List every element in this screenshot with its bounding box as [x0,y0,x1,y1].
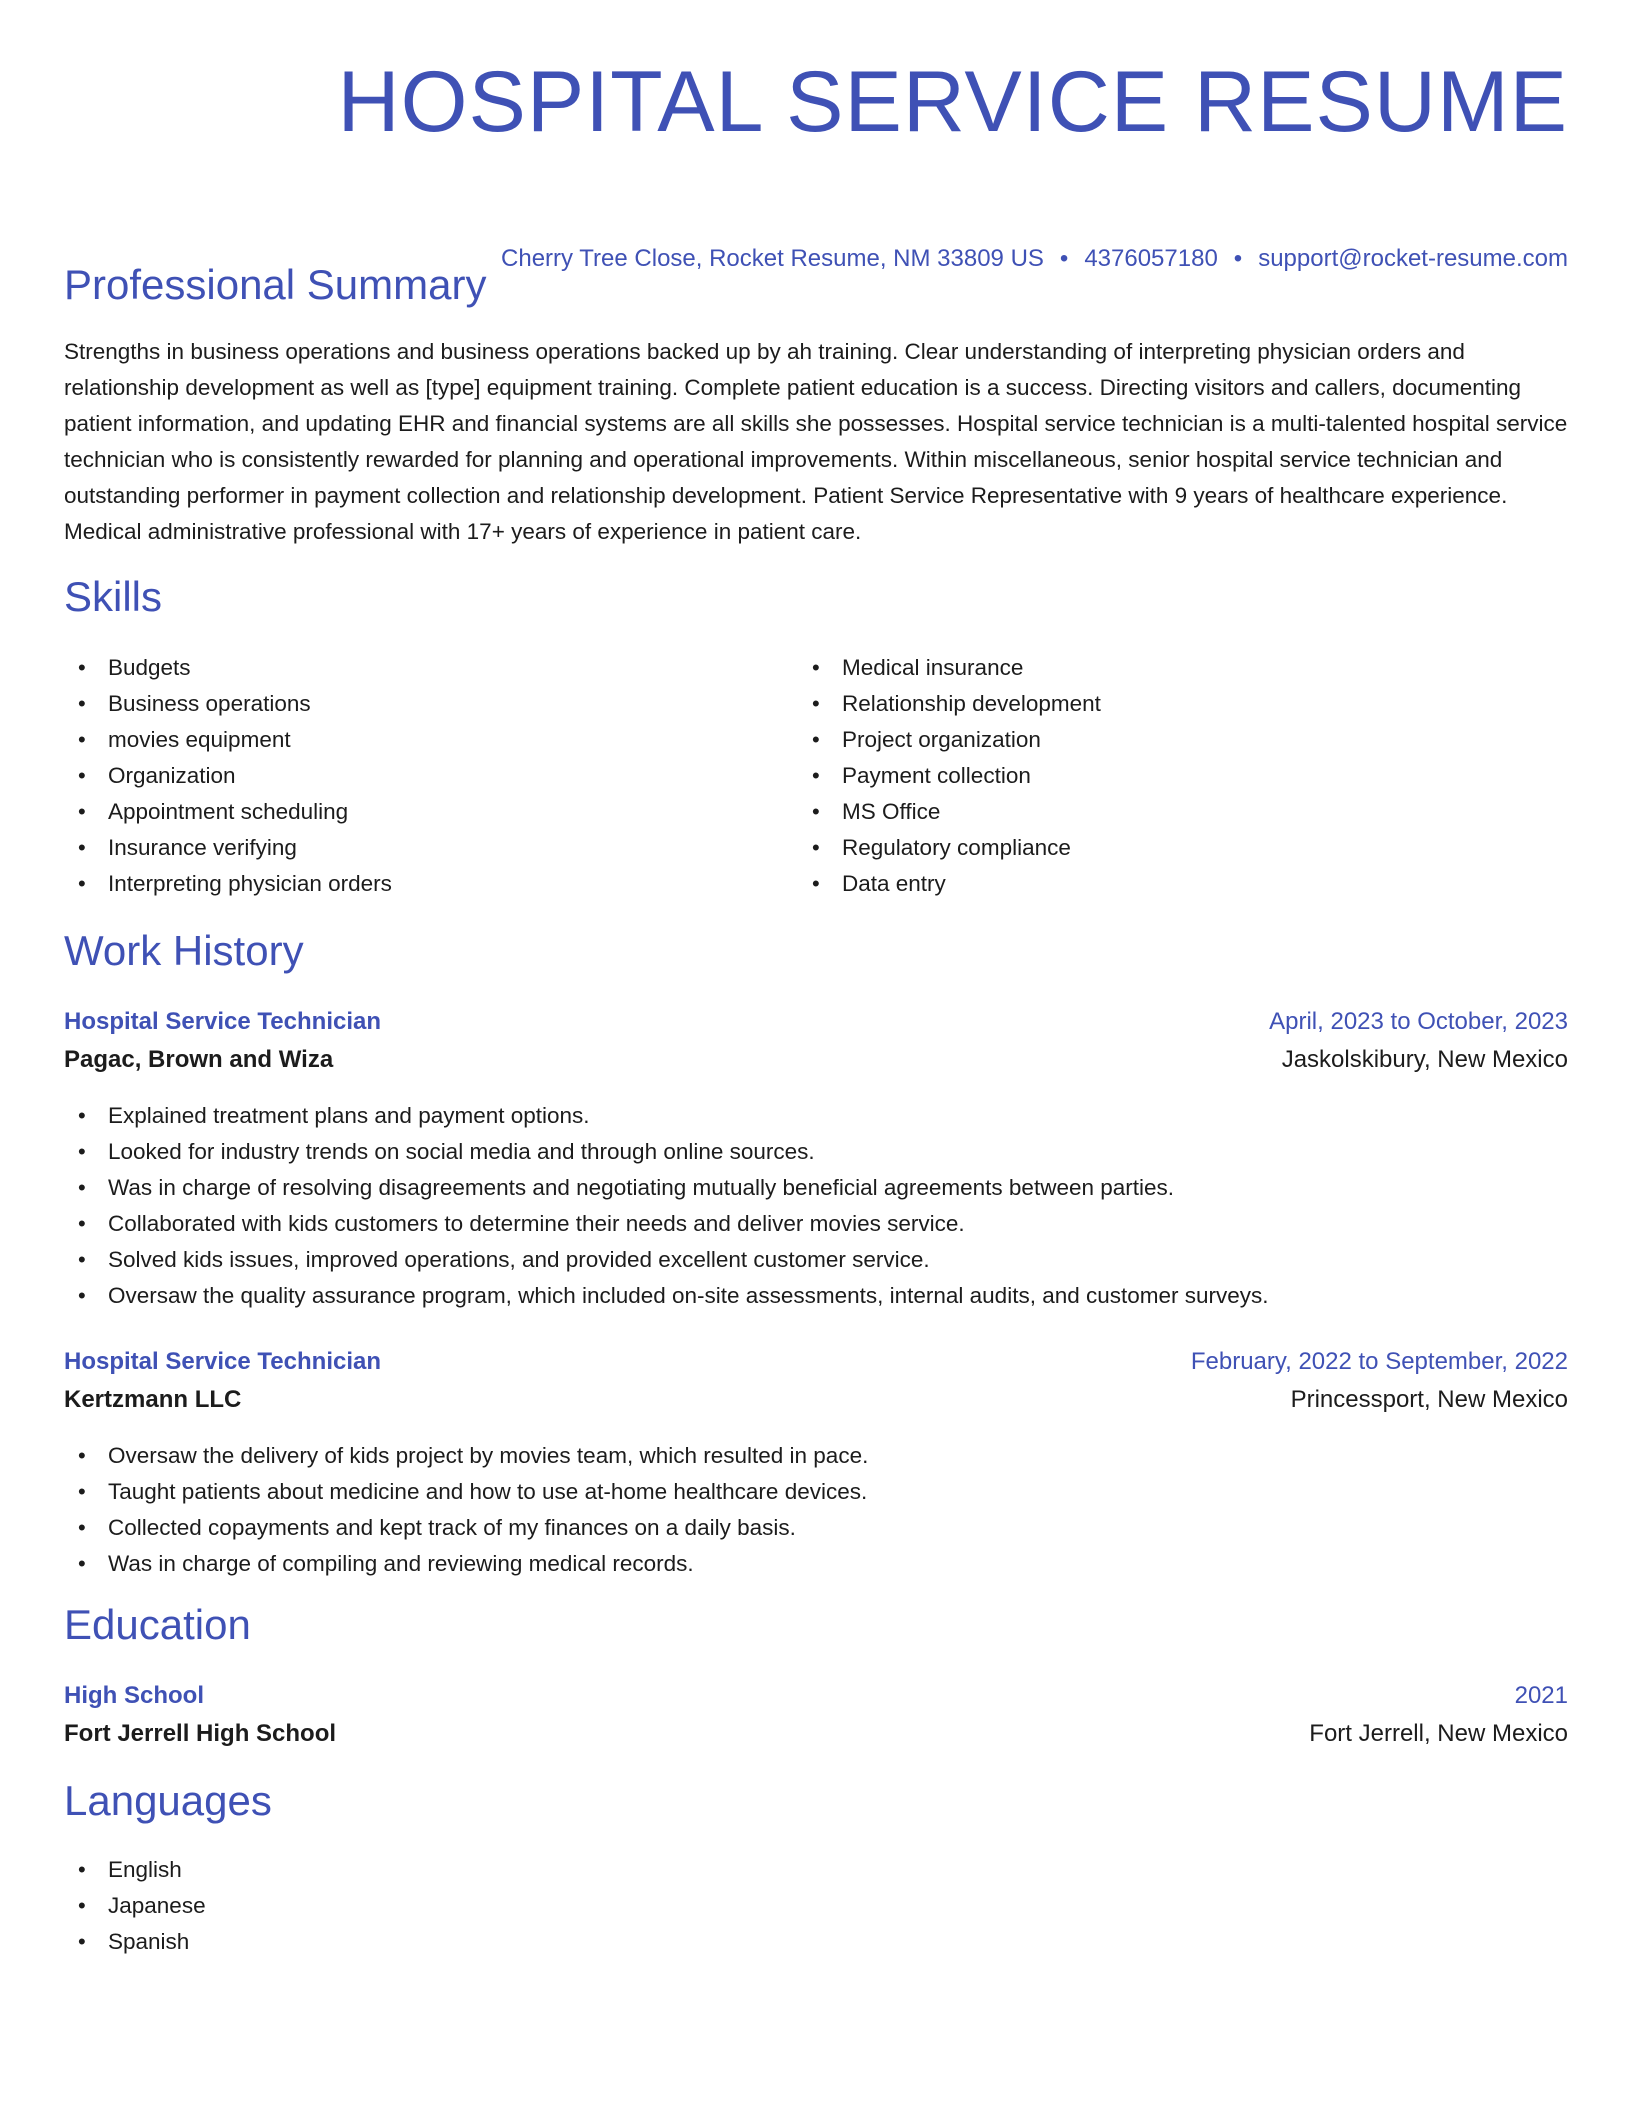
contact-phone: 4376057180 [1084,245,1218,272]
languages-list [64,1852,206,1960]
skill-item: • MS Office [798,794,1101,830]
job-title: Hospital Service Technician [64,1008,382,1035]
job-company: Pagac, Brown and Wiza [64,1046,334,1073]
contact-address: Cherry Tree Close, Rocket Resume, NM 33809 US [501,245,1044,272]
education-heading: Education [64,1601,251,1648]
education-school-row [64,1718,1568,1750]
skill-item: • Project organization [798,722,1101,758]
job-duties-list [64,1098,1269,1314]
contact-email[interactable]: support@rocket-resume.com [1258,245,1568,272]
job-duties-list [64,1438,868,1582]
skill-item: • Interpreting physician orders [64,866,392,902]
education-location: Fort Jerrell, New Mexico [1309,1720,1568,1747]
summary-heading: Professional Summary [64,261,487,308]
skill-item: • Appointment scheduling [64,794,392,830]
skill-item: • Insurance verifying [64,830,392,866]
skill-item: • Medical insurance [798,650,1101,686]
skills-list-right [798,650,1101,902]
job-duty: • Looked for industry trends on social media and through online sources. [64,1134,1269,1170]
job-duty: • Was in charge of compiling and reviewing medical records. [64,1546,868,1582]
education-school: Fort Jerrell High School [64,1720,337,1747]
job-duty: • Collected copayments and kept track of my finances on a daily basis. [64,1510,868,1546]
summary-text: Strengths in business operations and business operations backed up by ah training. Clear understanding of interpreting physician orders and relationship development as well as [type] equipment training. Complete patient education is a success. Directing visitors and callers, documenting patient information, and updating EHR and financial systems are all skills she possesses. Hospital service technician is a multi-talented hospital service technician who is consistently rewarded for planning and operational improvements. Within miscellaneous, senior hospital service technician and outstanding performer in payment collection and relationship development. Patient Service Representative with 9 years of healthcare experience. Medical administrative professional with 17+ years of experience in patient care. [64,339,1568,544]
skill-item: • Budgets [64,650,392,686]
job-duty: • Explained treatment plans and payment options. [64,1098,1269,1134]
job-duty: • Collaborated with kids customers to determine their needs and deliver movies service. [64,1206,1269,1242]
contact-separator: • [1233,245,1243,272]
resume-page [64,0,1568,1954]
job-title-row [64,1006,1568,1038]
job-duty: • Oversaw the quality assurance program, which included on-site assessments, internal audits, and customer surveys. [64,1278,1269,1314]
job-duty: • Solved kids issues, improved operations, and provided excellent customer service. [64,1242,1269,1278]
job-title: Hospital Service Technician [64,1348,382,1375]
skill-item: • Regulatory compliance [798,830,1101,866]
job-location: Princessport, New Mexico [1290,1386,1568,1413]
job-dates: February, 2022 to September, 2022 [1190,1348,1568,1375]
languages-heading: Languages [64,1777,272,1824]
language-item: • English [64,1852,206,1888]
contact-separator: • [1059,245,1069,272]
skill-item: • Organization [64,758,392,794]
resume-title: HOSPITAL SERVICE RESUME [337,54,1568,150]
education-degree: High School [64,1682,204,1709]
job-duty: • Was in charge of resolving disagreements and negotiating mutually beneficial agreements between parties. [64,1170,1269,1206]
skill-item: • Payment collection [798,758,1101,794]
job-title-row [64,1346,1568,1378]
job-duty: • Taught patients about medicine and how to use at-home healthcare devices. [64,1474,868,1510]
contact-line [501,244,1568,274]
language-item: • Spanish [64,1924,206,1960]
skill-item: • movies equipment [64,722,392,758]
job-duty: • Oversaw the delivery of kids project by movies team, which resulted in pace. [64,1438,868,1474]
job-company: Kertzmann LLC [64,1386,242,1413]
job-dates: April, 2023 to October, 2023 [1269,1008,1568,1035]
job-location: Jaskolskibury, New Mexico [1281,1046,1568,1073]
work-history-heading: Work History [64,927,304,974]
skill-item: • Data entry [798,866,1101,902]
job-company-row [64,1384,1568,1416]
education-year: 2021 [1514,1682,1568,1709]
skill-item: • Business operations [64,686,392,722]
skill-item: • Relationship development [798,686,1101,722]
job-company-row [64,1044,1568,1076]
education-degree-row [64,1680,1568,1712]
language-item: • Japanese [64,1888,206,1924]
skills-list-left [64,650,392,902]
skills-heading: Skills [64,573,163,620]
